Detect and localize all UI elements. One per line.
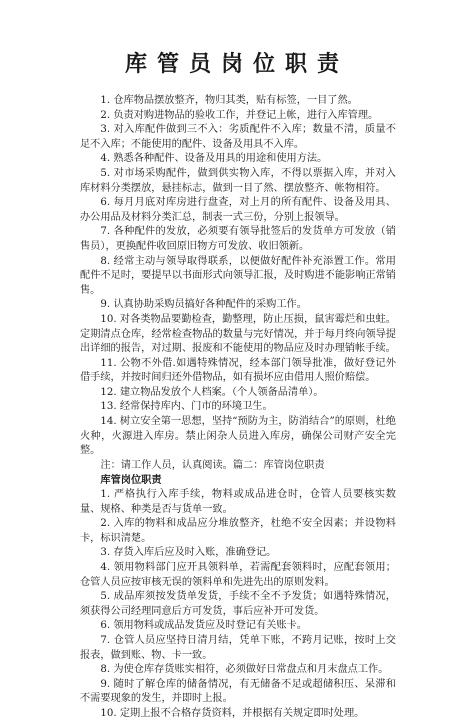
section2-item-8: 8. 为使仓库存货账实相符，必须做好日常盘点和月末盘点工作。 [100, 664, 389, 676]
section2-item-6: 6. 领用物料或成品发货应及时登记有关账卡。 [100, 620, 307, 632]
duty-item-7: 7. 各种配件的发放，必须要有领导批签后的发货单方可发放（销售员），更换配件收回原旧物方可发放、收旧领新。 [80, 226, 396, 252]
duty-item-1: 1. 仓库物品摆放整齐，物归其类，贴有标签，一目了然。 [100, 95, 358, 106]
section2-item-5: 5. 成品库须按发货单发货，手续不全不予发货；如遇特殊情况，须获得公司经理同意后方可发货，事后应补开可发货。 [80, 591, 396, 617]
duty-item-9: 9. 认真协助采购员搞好各种配件的采购工作。 [100, 299, 307, 311]
duty-item-4: 4. 熟悉各种配件、设备及用具的用途和使用方法。 [100, 153, 328, 165]
section2-heading: 库管岗位职责 [100, 474, 162, 487]
section2-item-2: 2. 入库的物料和成品应分堆放整齐，杜绝不安全因素；并设物料卡，标识清楚。 [80, 518, 396, 544]
duty-item-8: 8. 经常主动与领导取得联系，以便做好配件补充添置工作。常用配件不足时，要提早以书面形式向领导汇报，及时购进不能影响正常销售。 [80, 255, 396, 296]
duty-item-10: 10. 对各类物品要勤检查，勤整理，防止压损，鼠害霉烂和虫蛀。定期清点仓库，经常检查物品的数量与完好情况，并于每月终向领导提出详细的报告，对过期、报废和不能使用的物品应及时办理销帐手续。 [80, 313, 396, 355]
document-body [80, 94, 396, 722]
section2-item-7: 7. 仓管人员应坚持日清月结，凭单下账，不跨月记账，按时上交报表，做到账、物、卡一致。 [80, 634, 396, 661]
duty-item-6: 6. 每月月底对库房进行盘查，对上月的所有配件、设备及用具、办公用品及材料分类汇总，制表一式三份，分别上报领导。 [80, 197, 396, 223]
duty-item-2: 2. 负责对购进物品的验收工作，并登记上帐，进行入库管理。 [100, 109, 379, 121]
duty-item-11: 11. 公物不外借.如遇特殊情况，经本部门领导批准，做好登记外借手续，并按时间归还外借物品，如有损坏应由借用人照价赔偿。 [80, 357, 396, 384]
section2-item-3: 3. 存货入库后应及时入账，准确登记。 [100, 547, 277, 559]
duty-item-14: 14. 树立安全第一思想，坚持“预防为主，防消结合”的原则，杜绝火种，火源进入库房。禁止闲杂人员进入库房，确保公司财产安全完整。 [80, 416, 396, 457]
duty-item-3: 3. 对入库配件做到三不入：劣质配件不入库；数量不清，质量不足不入库；不能使用的配件、设备及用具不入库。 [80, 124, 396, 150]
duty-item-12: 12. 建立物品发放个人档案。（个人领备品清单）。 [100, 386, 324, 398]
duty-item-5: 5. 对市场采购配件，做到供实物入库，不得以票据入库，并对入库材料分类摆放，悬挂标志，做到一目了然、摆放整齐、帐物相符。 [80, 167, 396, 194]
section2-item-9: 9. 随时了解仓库的储备情况，有无储备不足或超储积压、呆滞和不需要现象的发生，并即时上报。 [80, 678, 396, 705]
section2-item-1: 1. 严格执行入库手续，物料或成品进仓时，仓管人员要核实数量、规格、种类是否与货单一致。 [80, 489, 396, 515]
closing-note: 注：请工作人员，认真阅读。篇二：库管岗位职责 [100, 459, 325, 471]
section2-item-10: 10. 定期上报不合格存货资料，并根据有关规定即时处理。 [100, 707, 365, 719]
section2-item-4: 4. 领用物料部门应开具领料单，若需配套领料时，应配套领用；仓管人员应按审核无误的领料单和先进先出的原则发料。 [80, 562, 396, 588]
duty-item-13: 13. 经常保持库内、门市的环境卫生。 [100, 401, 273, 413]
document-title: 库管员岗位职责 [124, 52, 349, 77]
